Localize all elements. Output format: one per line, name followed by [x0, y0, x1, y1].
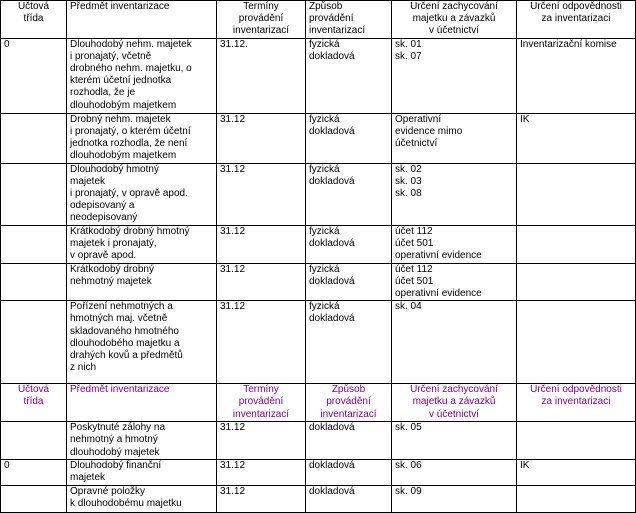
row-record: Operativní evidence mimo účetnictví — [392, 113, 517, 163]
table-row — [1, 163, 636, 225]
header-method: Způsob provádění inventarizací — [306, 1, 392, 39]
table-row — [1, 486, 636, 513]
header-subject: Předmět inventarizace — [67, 384, 217, 422]
header-method: Způsob provádění inventarizací — [306, 384, 392, 422]
header-class: Účtová třída — [1, 1, 67, 39]
row-record: účet 112 účet 501 operativní evidence — [392, 225, 517, 263]
table-row — [1, 113, 636, 163]
table-row — [1, 422, 636, 460]
row-class — [1, 163, 67, 225]
row-class: 0 — [1, 460, 67, 486]
row-method: fyzická dokladová — [306, 225, 392, 263]
table-header-repeat — [1, 384, 636, 422]
row-method: fyzická dokladová — [306, 113, 392, 163]
header-record: Určení zachycování majetku a závazků v účetnictví — [392, 1, 517, 39]
row-class — [1, 225, 67, 263]
row-record: sk. 05 — [392, 422, 517, 460]
row-responsibility: Inventarizační komise — [517, 38, 636, 113]
row-responsibility: IK — [517, 113, 636, 163]
row-subject: Drobný nehm. majetek i pronajatý, o kterém účetní jednotka rozhodla, že není dlouhodobým majetkem — [67, 113, 217, 163]
row-responsibility — [517, 486, 636, 513]
table-header — [1, 1, 636, 39]
row-subject: Dlouhodobý finanční majetek — [67, 460, 217, 486]
table-row — [1, 263, 636, 301]
row-subject: Opravné položky k dlouhodobému majetku — [67, 486, 217, 513]
row-responsibility: IK — [517, 460, 636, 486]
header-class: Účtová třída — [1, 384, 67, 422]
header-responsibility: Určení odpovědnosti za inventarizaci — [517, 1, 636, 39]
row-class — [1, 486, 67, 513]
row-record: sk. 06 — [392, 460, 517, 486]
row-responsibility — [517, 225, 636, 263]
row-term: 31.12 — [217, 422, 306, 460]
row-responsibility — [517, 422, 636, 460]
row-term: 31.12. — [217, 38, 306, 113]
table-row — [1, 301, 636, 384]
row-responsibility — [517, 163, 636, 225]
row-class — [1, 113, 67, 163]
row-class: 0 — [1, 38, 67, 113]
row-subject: Pořízení nehmotných a hmotných maj. včetně skladovaného hmotného dlouhodobého majetku a drahých kovů a předmětů z nich — [67, 301, 217, 384]
row-term: 31.12 — [217, 163, 306, 225]
row-method: fyzická dokladová — [306, 301, 392, 384]
header-term: Termíny provádění inventarizací — [217, 1, 306, 39]
row-class — [1, 301, 67, 384]
row-method: fyzická dokladová — [306, 38, 392, 113]
row-method: fyzická dokladová — [306, 163, 392, 225]
header-responsibility: Určení odpovědnosti za inventarizaci — [517, 384, 636, 422]
row-class — [1, 263, 67, 301]
row-subject: Poskytnuté zálohy na nehmotný a hmotný dlouhodobý majetek — [67, 422, 217, 460]
header-term: Termíny provádění inventarizací — [217, 384, 306, 422]
row-method: dokladová — [306, 460, 392, 486]
row-subject: Krátkodobý drobný nehmotný majetek — [67, 263, 217, 301]
row-term: 31.12 — [217, 460, 306, 486]
header-subject: Předmět inventarizace — [67, 1, 217, 39]
row-subject: Dlouhodobý nehm. majetek i pronajatý, včetně drobného nehm. majetku, o kterém účetní jednotka rozhodla, že je dlouhodobým majetkem — [67, 38, 217, 113]
row-term: 31.12 — [217, 301, 306, 384]
row-record: sk. 09 — [392, 486, 517, 513]
row-record: sk. 02 sk. 03 sk. 08 — [392, 163, 517, 225]
table-row — [1, 460, 636, 486]
row-responsibility — [517, 263, 636, 301]
row-record: účet 112 účet 501 operativní evidence — [392, 263, 517, 301]
row-method: dokladová — [306, 486, 392, 513]
header-record: Určení zachycování majetku a závazků v účetnictví — [392, 384, 517, 422]
row-method: dokladová — [306, 422, 392, 460]
table-row — [1, 225, 636, 263]
row-term: 31.12 — [217, 225, 306, 263]
row-term: 31.12 — [217, 486, 306, 513]
row-record: sk. 01 sk. 07 — [392, 38, 517, 113]
table-row — [1, 38, 636, 113]
row-term: 31.12 — [217, 113, 306, 163]
row-subject: Krátkodobý drobný hmotný majetek i pronajatý, v opravě apod. — [67, 225, 217, 263]
row-method: fyzická dokladová — [306, 263, 392, 301]
row-term: 31.12 — [217, 263, 306, 301]
row-subject: Dlouhodobý hmotný majetek i pronajatý, v opravě apod. odepisovaný a neodepisovaný — [67, 163, 217, 225]
row-class — [1, 422, 67, 460]
row-responsibility — [517, 301, 636, 384]
row-record: sk. 04 — [392, 301, 517, 384]
